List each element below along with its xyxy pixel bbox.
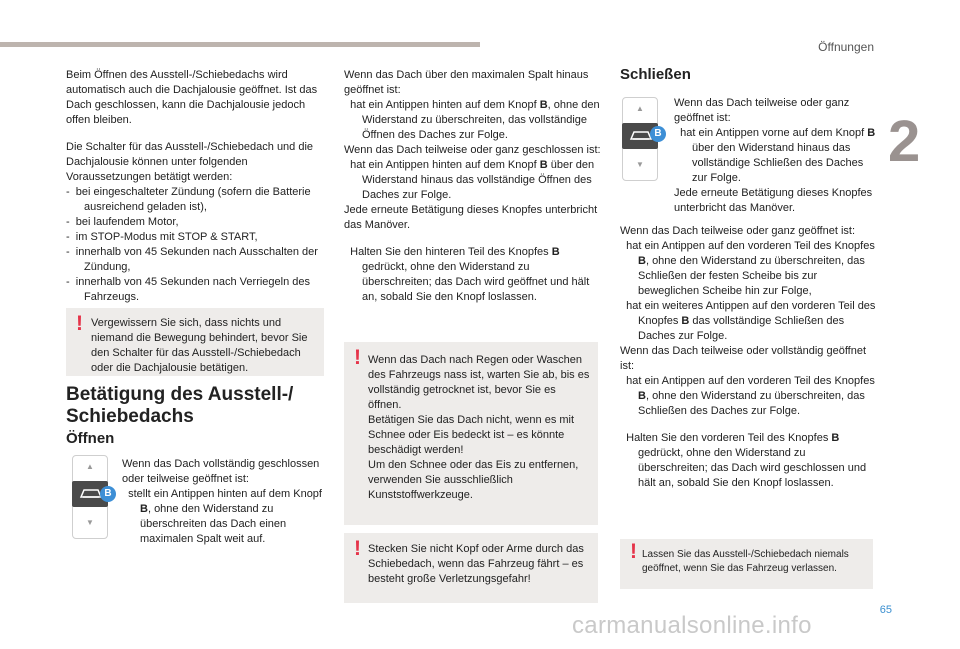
button-ref: B bbox=[681, 315, 690, 327]
button-ref: B bbox=[140, 503, 148, 515]
col2-bullet bbox=[344, 98, 602, 143]
col2-paragraph: Jede erneute Betätigung dieses Knopfes unterbricht das Manöver. bbox=[344, 204, 598, 231]
bullet-text: hat ein Antippen hinten auf dem Knopf bbox=[350, 99, 540, 111]
open-bullet bbox=[122, 487, 328, 547]
list-item: - innerhalb von 45 Sekunden nach Verriegeln des Fahrzeugs. bbox=[66, 276, 311, 303]
section-title: Öffnungen bbox=[818, 40, 874, 54]
bullet-text: das vollständige Schließen des Daches zur Folge. bbox=[638, 315, 845, 342]
col1-paragraph: Beim Öffnen des Ausstell-/Schiebedachs wird automatisch auch die Dachjalousie geöffnet. Ist das Dach geschlossen, kann die Dachjalousie jedoch offen bleiben. bbox=[66, 69, 318, 126]
close-intro-text bbox=[674, 96, 878, 216]
button-ref: B bbox=[539, 99, 548, 111]
header-bar bbox=[0, 42, 480, 47]
main-heading: Betätigung des Ausstell-/ Schiebedachs bbox=[66, 384, 294, 427]
col3-bullet bbox=[620, 299, 878, 344]
bullet-text: hat ein Antippen hinten auf dem Knopf bbox=[350, 159, 540, 171]
button-ref: B bbox=[539, 159, 548, 171]
button-ref: B bbox=[867, 127, 876, 139]
button-ref: B bbox=[638, 390, 646, 402]
button-b-badge: B bbox=[100, 486, 116, 502]
col1-text bbox=[66, 68, 328, 305]
col3-bullet bbox=[620, 374, 878, 419]
bullet-text: Halten Sie den vorderen Teil des Knopfes bbox=[626, 432, 832, 444]
col3-bullet bbox=[620, 431, 878, 491]
bullet-text: über den Widerstand hinaus das vollständige Schließen des Daches zur Folge. bbox=[692, 142, 864, 184]
bullet-text: , ohne den Widerstand zu überschreiten das Dach einen maximalen Spalt weit auf. bbox=[140, 503, 287, 545]
bullet-text: über den Widerstand hinaus das vollständige Öffnen des Daches zur Folge. bbox=[362, 159, 595, 201]
list-item: - innerhalb von 45 Sekunden nach Ausschalten der Zündung, bbox=[66, 246, 318, 273]
arrow-down-icon: ▼ bbox=[636, 160, 644, 169]
list-item: - bei laufendem Motor, bbox=[66, 216, 179, 228]
warning-line: Um den Schnee oder das Eis zu entfernen, verwenden Sie ausschließlich Kunststoffwerkzeuge. bbox=[368, 459, 579, 501]
list-item: - bei eingeschalteter Zündung (sofern die Batterie ausreichend geladen ist), bbox=[66, 186, 311, 213]
watermark: carmanualsonline.info bbox=[572, 612, 812, 639]
arrow-up-icon: ▲ bbox=[636, 104, 644, 113]
button-ref: B bbox=[831, 432, 840, 444]
warning-line: Betätigen Sie das Dach nicht, wenn es mit Schnee oder Eis bedeckt ist – es könnte beschädigt werden! bbox=[368, 414, 575, 456]
bullet-text: hat ein Antippen auf den vorderen Teil des Knopfes bbox=[626, 375, 875, 387]
bullet-text: stellt ein Antippen hinten auf dem Knopf bbox=[128, 488, 322, 500]
col3-paragraph: Wenn das Dach teilweise oder vollständig geöffnet ist: bbox=[620, 345, 867, 372]
warning-text bbox=[368, 353, 592, 503]
warning-box bbox=[344, 533, 598, 603]
warning-box bbox=[66, 308, 324, 376]
col3-bullet bbox=[620, 239, 878, 299]
warning-icon: ! bbox=[354, 346, 361, 369]
col2-bullet bbox=[344, 158, 602, 203]
col2-text bbox=[344, 68, 602, 305]
subheading-close: Schließen bbox=[620, 66, 691, 83]
button-b-badge: B bbox=[650, 126, 666, 142]
open-text bbox=[122, 457, 328, 547]
col1-paragraph: Die Schalter für das Ausstell-/Schiebedach und die Dachjalousie können unter folgenden Voraussetzungen betätigt werden: bbox=[66, 141, 314, 183]
button-ref: B bbox=[551, 246, 560, 258]
warning-line: Wenn das Dach nach Regen oder Waschen des Fahrzeugs nass ist, warten Sie ab, bis es vollständig getrocknet ist, bevor Sie es öffnen. bbox=[368, 354, 590, 411]
col2-bullet bbox=[344, 245, 602, 305]
col2-paragraph: Wenn das Dach über den maximalen Spalt hinaus geöffnet ist: bbox=[344, 69, 589, 96]
open-intro: Wenn das Dach vollständig geschlossen oder teilweise geöffnet ist: bbox=[122, 458, 320, 485]
bullet-text: Halten Sie den hinteren Teil des Knopfes bbox=[350, 246, 552, 258]
chapter-number: 2 bbox=[888, 109, 921, 174]
warning-box bbox=[344, 342, 598, 525]
button-ref: B bbox=[638, 255, 646, 267]
warning-icon: ! bbox=[354, 537, 361, 560]
col3-paragraph: Wenn das Dach teilweise oder ganz geöffnet ist: bbox=[674, 97, 850, 124]
bullet-text: gedrückt, ohne den Widerstand zu überschreiten; das Dach wird geschlossen und hält an, sobald Sie den Knopf loslassen. bbox=[638, 447, 867, 489]
arrow-up-icon: ▲ bbox=[86, 462, 94, 471]
col3-bullet bbox=[674, 126, 878, 186]
bullet-text: , ohne den Widerstand zu überschreiten, das vollständige Öffnen des Daches zur Folge. bbox=[362, 99, 600, 141]
col3-paragraph: Jede erneute Betätigung dieses Knopfes unterbricht das Manöver. bbox=[674, 187, 873, 214]
bullet-text: hat ein weiteres Antippen auf den vorderen Teil des Knopfes bbox=[626, 300, 876, 327]
page-number: 65 bbox=[879, 604, 892, 616]
roof-switch-open bbox=[72, 455, 112, 539]
warning-text: Lassen Sie das Ausstell-/Schiebedach niemals geöffnet, wenn Sie das Fahrzeug verlassen. bbox=[642, 549, 849, 574]
arrow-down-icon: ▼ bbox=[86, 518, 94, 527]
subheading-open: Öffnen bbox=[66, 430, 115, 447]
warning-box bbox=[620, 539, 873, 589]
bullet-text: , ohne den Widerstand zu überschreiten, das Schließen des Daches zur Folge. bbox=[638, 390, 865, 417]
col3-paragraph: Wenn das Dach teilweise oder ganz geöffnet ist: bbox=[620, 225, 856, 237]
bullet-text: , ohne den Widerstand zu überschreiten, das Schließen der festen Scheibe bis zur beweglichen Scheibe hin zur Folge, bbox=[638, 255, 865, 297]
col3-text bbox=[620, 224, 878, 491]
roof-switch-close bbox=[622, 97, 662, 181]
warning-icon: ! bbox=[630, 540, 637, 563]
warning-text: Vergewissern Sie sich, dass nichts und niemand die Bewegung behindert, bevor Sie den Schalter für das Ausstell-/Schiebedach oder die Dachjalousie betätigen. bbox=[91, 317, 308, 374]
col2-paragraph: Wenn das Dach teilweise oder ganz geschlossen ist: bbox=[344, 144, 601, 156]
bullet-text: hat ein Antippen vorne auf dem Knopf bbox=[680, 127, 868, 139]
warning-text: Stecken Sie nicht Kopf oder Arme durch das Schiebedach, wenn das Fahrzeug fährt – es besteht große Verletzungsgefahr! bbox=[368, 543, 584, 585]
warning-icon: ! bbox=[76, 312, 83, 335]
bullet-text: gedrückt, ohne den Widerstand zu überschreiten; das Dach wird geöffnet und hält an, sobald Sie den Knopf loslassen. bbox=[362, 261, 590, 303]
list-item: - im STOP-Modus mit STOP & START, bbox=[66, 231, 258, 243]
bullet-text: hat ein Antippen auf den vorderen Teil des Knopfes bbox=[626, 240, 875, 252]
